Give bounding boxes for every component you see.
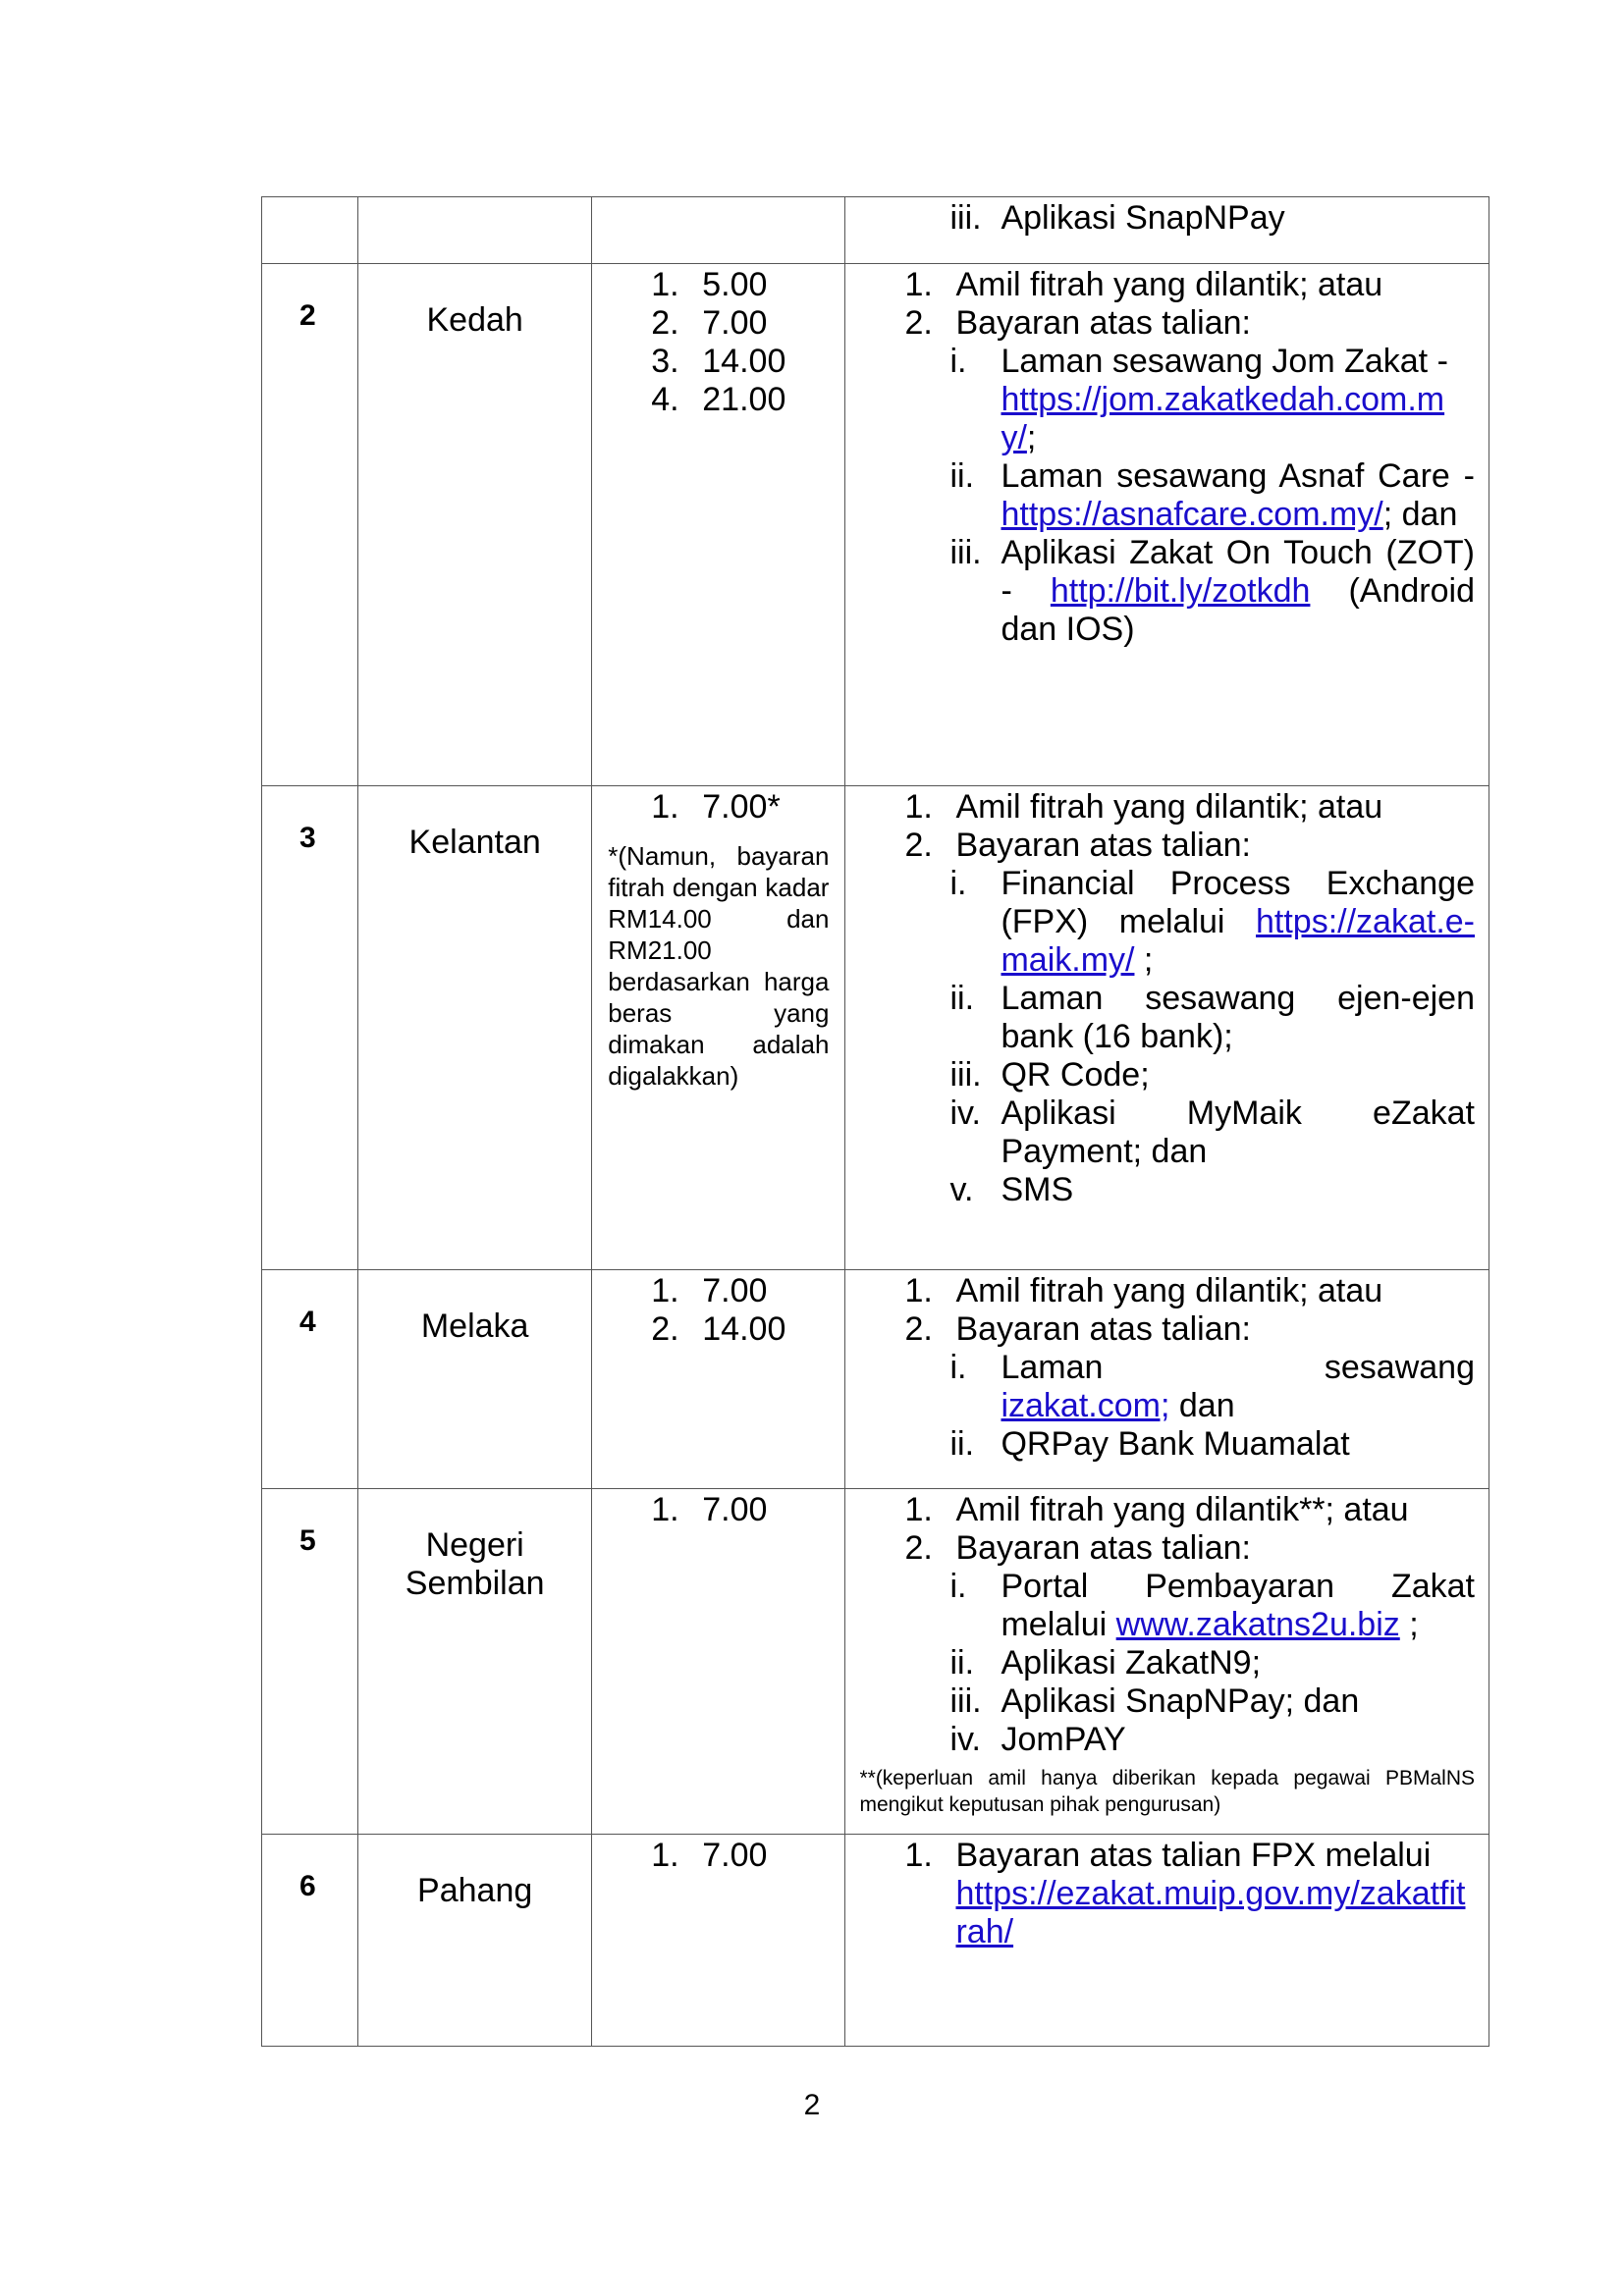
state-name: Melaka	[358, 1270, 592, 1489]
rate-cell	[592, 264, 845, 786]
rate-cell	[592, 1270, 845, 1489]
method-cell	[845, 197, 1489, 264]
list-item: iii. Aplikasi SnapNPay; dan	[949, 1682, 1360, 1720]
table-row	[262, 197, 1489, 264]
row-number: 5	[262, 1489, 358, 1835]
list-item: 1. Amil fitrah yang dilantik; atau	[904, 788, 1383, 826]
list-item: ii. Laman sesawang ejen-ejen bank (16 bank);	[949, 980, 1475, 1055]
method-cell	[845, 1270, 1489, 1489]
table-row	[262, 264, 1489, 786]
state-name	[358, 197, 592, 264]
list-item: ii. Aplikasi ZakatN9;	[949, 1644, 1262, 1682]
list-item: iv. Aplikasi MyMaik eZakat Payment; dan	[949, 1095, 1475, 1170]
list-item: 1. Amil fitrah yang dilantik; atau	[904, 266, 1383, 303]
rate-item: 1. 7.00*	[651, 788, 781, 826]
method-cell	[845, 1835, 1489, 2047]
rate-item: 2. 14.00	[651, 1310, 786, 1348]
table-row	[262, 786, 1489, 1270]
rate-item: 4. 21.00	[651, 381, 786, 418]
rate-item: 1. 7.00	[651, 1491, 768, 1528]
list-item: 1. Bayaran atas talian FPX melalui https://ezakat.muip.gov.my/zakatfitrah/	[904, 1837, 1466, 1950]
list-item: iii. Aplikasi SnapNPay	[949, 199, 1285, 237]
method-cell	[845, 264, 1489, 786]
list-item: i. Portal Pembayaran Zakat melalui www.zakatns2u.biz ;	[949, 1568, 1475, 1643]
state-name: Kedah	[358, 264, 592, 786]
ezakat-muip-link[interactable]: https://ezakat.muip.gov.my/zakatfitrah/	[955, 1875, 1466, 1950]
list-item: iv. JomPAY	[949, 1721, 1126, 1758]
rate-cell	[592, 1489, 845, 1835]
page-number: 2	[803, 2089, 821, 2121]
list-item: v. SMS	[949, 1171, 1074, 1208]
row-number: 3	[262, 786, 358, 1270]
list-item: 2. Bayaran atas talian:	[904, 827, 1251, 864]
jom-zakat-link[interactable]: https://jom.zakatkedah.com.my/	[1001, 381, 1445, 456]
row-number: 2	[262, 264, 358, 786]
rate-note: *(Namun, bayaran fitrah dengan kadar RM14.00 dan RM21.00 berdasarkan harga beras yang dimakan adalah digalakkan)	[608, 841, 830, 1091]
list-item: ii. Laman sesawang Asnaf Care - https://asnafcare.com.my/; dan	[949, 457, 1475, 533]
list-item: 2. Bayaran atas talian:	[904, 1529, 1251, 1567]
row-number: 6	[262, 1835, 358, 2047]
row-number	[262, 197, 358, 264]
state-name: Kelantan	[358, 786, 592, 1270]
asnaf-care-link[interactable]: https://asnafcare.com.my/	[1001, 496, 1383, 533]
table-row	[262, 1835, 1489, 2047]
rate-cell	[592, 197, 845, 264]
zakat-fitrah-table	[261, 196, 1489, 2047]
rate-cell	[592, 1835, 845, 2047]
row-number: 4	[262, 1270, 358, 1489]
method-cell	[845, 786, 1489, 1270]
e-maik-link[interactable]: https://zakat.e-maik.my/	[1001, 903, 1475, 979]
list-item: i. Laman sesawang Jom Zakat - https://jom.zakatkedah.com.my/;	[949, 343, 1448, 456]
list-item: i. Financial Process Exchange (FPX) melalui https://zakat.e-maik.my/ ;	[949, 865, 1475, 979]
amil-note: **(keperluan amil hanya diberikan kepada pegawai PBMalNS mengikut keputusan pihak pengurusan)	[859, 1767, 1475, 1816]
list-item: 1. Amil fitrah yang dilantik**; atau	[904, 1491, 1409, 1528]
list-item: 2. Bayaran atas talian:	[904, 1310, 1251, 1348]
rate-cell	[592, 786, 845, 1270]
list-item: iii. Aplikasi Zakat On Touch (ZOT) - http://bit.ly/zotkdh (Android dan IOS)	[949, 534, 1475, 648]
rate-item: 1. 7.00	[651, 1837, 768, 1874]
list-item: 2. Bayaran atas talian:	[904, 304, 1251, 342]
zakatns2u-link[interactable]: www.zakatns2u.biz	[1115, 1606, 1400, 1643]
list-item: 1. Amil fitrah yang dilantik; atau	[904, 1272, 1383, 1309]
table-row	[262, 1270, 1489, 1489]
state-name: Negeri Sembilan	[358, 1489, 592, 1835]
state-name: Pahang	[358, 1835, 592, 2047]
izakat-link[interactable]: izakat.com;	[1001, 1387, 1170, 1424]
rate-item: 1. 5.00	[651, 266, 768, 303]
method-cell	[845, 1489, 1489, 1835]
list-item: iii. QR Code;	[949, 1056, 1150, 1094]
rate-item: 3. 14.00	[651, 343, 786, 380]
list-item: i. Laman sesawang	[949, 1349, 1475, 1386]
zot-link[interactable]: http://bit.ly/zotkdh	[1050, 572, 1311, 610]
rate-item: 1. 7.00	[651, 1272, 768, 1309]
rate-item: 2. 7.00	[651, 304, 768, 342]
list-item: izakat.com; dan	[1001, 1387, 1235, 1424]
table-row	[262, 1489, 1489, 1835]
list-item: ii. QRPay Bank Muamalat	[949, 1425, 1350, 1463]
